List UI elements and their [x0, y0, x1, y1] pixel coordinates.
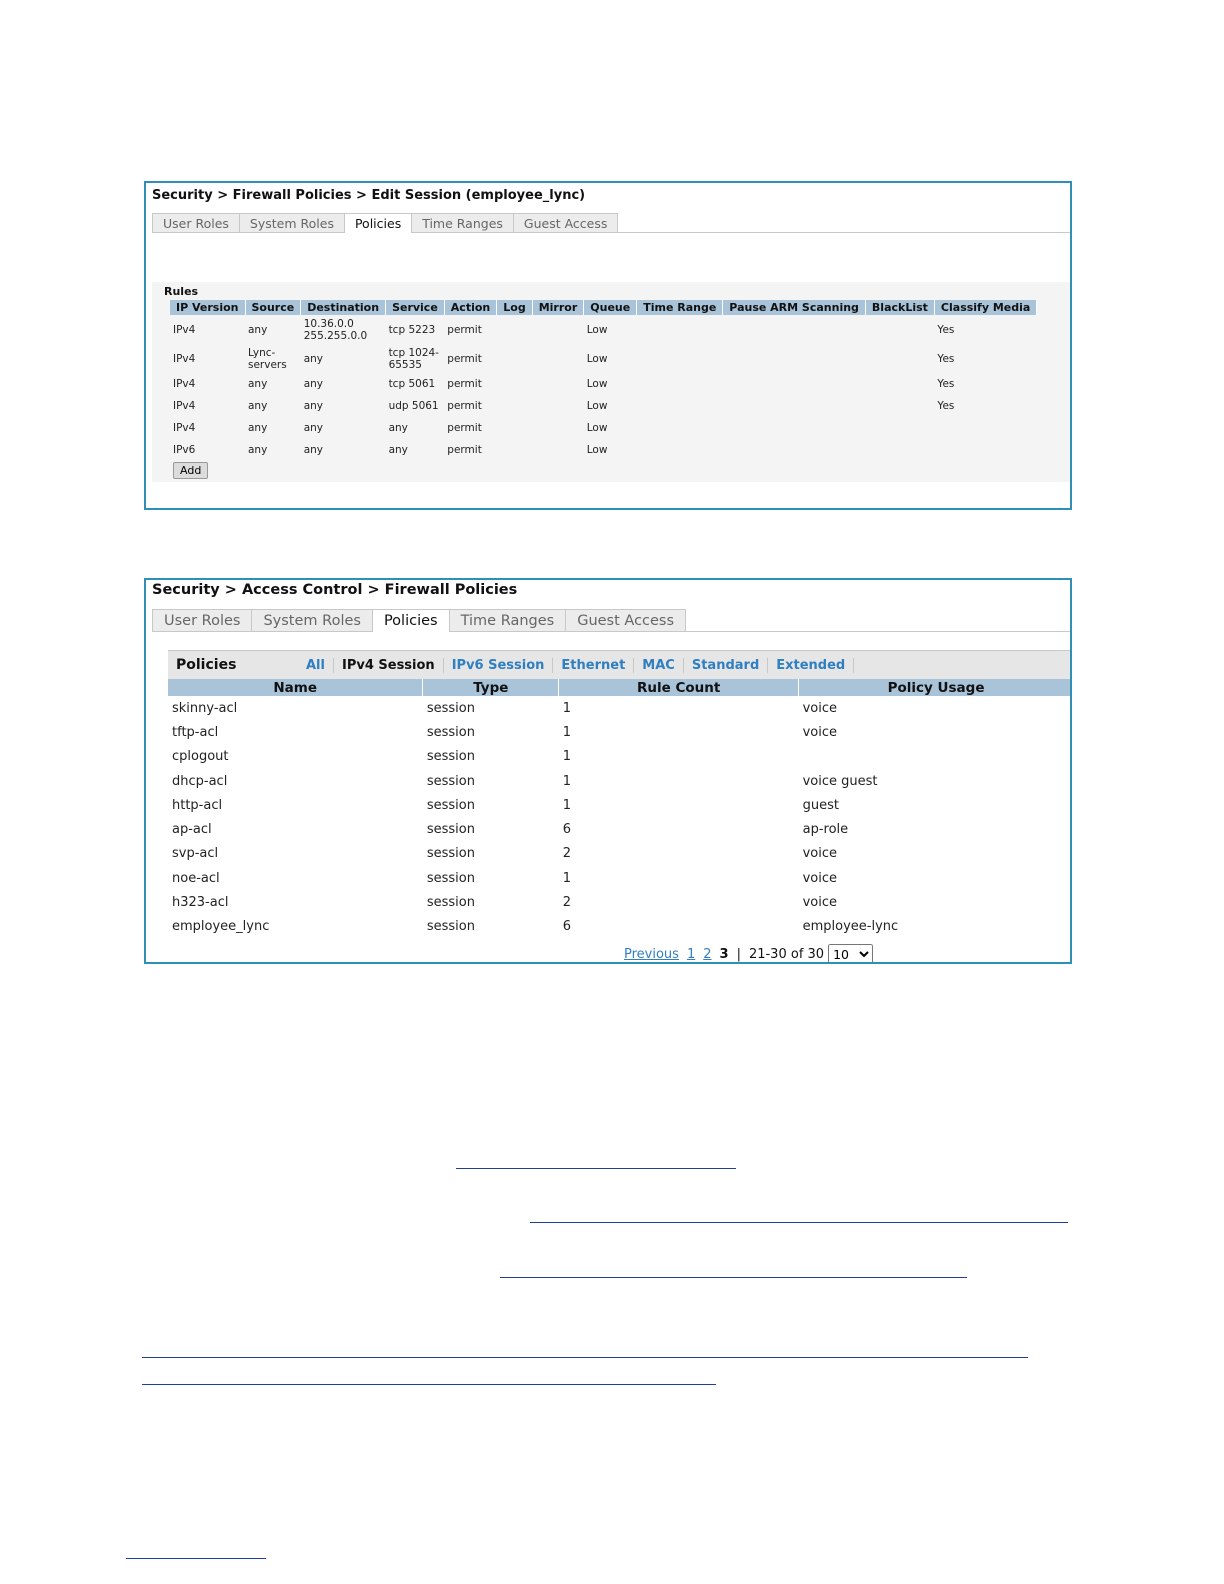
rule-cell: [865, 373, 934, 395]
rule-cell: [934, 417, 1036, 439]
rule-cell: [497, 315, 532, 344]
policy-row[interactable]: [168, 793, 1072, 817]
rule-cell: any: [248, 400, 268, 412]
filter-ipv6-session[interactable]: IPv6 Session: [444, 658, 554, 673]
rule-cell: any: [388, 422, 408, 434]
policy-row[interactable]: [168, 890, 1072, 914]
tab-time-ranges[interactable]: Time Ranges: [449, 609, 567, 631]
link-underline[interactable]: [456, 1168, 736, 1169]
rule-cell: [637, 315, 723, 344]
rule-cell: any: [303, 422, 324, 434]
column-header[interactable]: Rule Count: [559, 679, 799, 696]
rule-cell: [497, 439, 532, 461]
tab-policies[interactable]: Policies: [344, 213, 412, 233]
policy-cell: 1: [562, 870, 572, 886]
tab-bar: [152, 213, 1070, 233]
policy-cell: skinny-acl: [172, 700, 238, 716]
policy-filter-links: [306, 658, 854, 673]
policy-cell: session: [426, 773, 475, 789]
rule-cell: permit: [447, 352, 482, 365]
tab-user-roles[interactable]: User Roles: [152, 213, 240, 232]
tab-user-roles[interactable]: User Roles: [152, 609, 252, 631]
rule-cell: [497, 395, 532, 417]
policy-cell: svp-acl: [172, 846, 219, 862]
policy-cell: 1: [562, 797, 572, 813]
policy-cell: dhcp-acl: [172, 773, 228, 789]
rule-cell: any: [248, 378, 268, 390]
policy-cell: guest: [802, 797, 839, 813]
rule-cell: [865, 417, 934, 439]
policy-cell: 2: [562, 846, 572, 862]
current-page: 3: [719, 947, 729, 962]
rule-cell: Low: [586, 422, 608, 434]
policy-cell: 6: [562, 919, 572, 935]
rule-cell: [637, 344, 723, 373]
policy-cell: 1: [562, 724, 572, 740]
rule-cell: 10.36.0.0 255.255.0.0: [303, 317, 368, 342]
rule-cell: Low: [586, 444, 608, 456]
policy-row[interactable]: [168, 745, 1072, 769]
rule-cell: [865, 395, 934, 417]
tab-guest-access[interactable]: Guest Access: [565, 609, 686, 631]
policy-row[interactable]: [168, 720, 1072, 744]
policy-cell: session: [426, 724, 475, 740]
rule-cell: permit: [447, 444, 482, 456]
page-link-2[interactable]: 2: [703, 947, 712, 962]
rule-cell: [497, 417, 532, 439]
column-header: BlackList: [865, 300, 934, 315]
rule-row[interactable]: [170, 315, 1037, 344]
policy-cell: 6: [562, 822, 572, 838]
rule-cell: [532, 395, 584, 417]
column-header: Log: [497, 300, 532, 315]
rule-cell: any: [303, 378, 324, 390]
rule-cell: Yes: [937, 352, 955, 365]
rule-cell: [637, 395, 723, 417]
add-rule-button[interactable]: Add: [173, 462, 208, 479]
policy-cell: [799, 745, 1072, 769]
policy-cell: voice: [802, 895, 838, 911]
policy-cell: cplogout: [172, 749, 229, 765]
rule-row[interactable]: [170, 344, 1037, 373]
filter-mac[interactable]: MAC: [634, 658, 684, 673]
tab-bar: [152, 609, 1070, 632]
link-underline[interactable]: [142, 1384, 716, 1385]
rule-cell: IPv4: [173, 400, 196, 412]
rule-cell: Yes: [937, 323, 955, 336]
rule-cell: any: [303, 400, 324, 412]
policies-filter-bar: [168, 650, 1070, 680]
page-link-1[interactable]: 1: [686, 947, 696, 962]
rule-cell: any: [303, 444, 324, 456]
rule-cell: [637, 439, 723, 461]
link-underline[interactable]: [500, 1277, 967, 1278]
policy-cell: ap-acl: [172, 822, 212, 838]
rule-cell: permit: [447, 400, 482, 412]
rule-cell: tcp 1024- 65535: [388, 346, 439, 371]
tab-system-roles[interactable]: System Roles: [239, 213, 345, 232]
rule-cell: permit: [447, 378, 482, 390]
rule-cell: any: [248, 323, 268, 336]
column-header: Source: [245, 300, 301, 315]
rule-cell: IPv6: [173, 444, 196, 456]
tab-policies[interactable]: Policies: [372, 609, 450, 632]
policy-cell: employee_lync: [172, 919, 270, 935]
filter-ipv4-session[interactable]: IPv4 Session: [334, 658, 444, 673]
tab-time-ranges[interactable]: Time Ranges: [411, 213, 514, 232]
policy-cell: 1: [562, 773, 572, 789]
link-underline[interactable]: [142, 1357, 1028, 1358]
rule-cell: any: [388, 444, 408, 456]
column-header: Mirror: [532, 300, 584, 315]
rule-cell: IPv4: [173, 378, 196, 390]
rule-cell: [723, 395, 866, 417]
rule-row[interactable]: [170, 439, 1037, 461]
breadcrumb: Security > Access Control > Firewall Policies: [152, 582, 518, 598]
firewall-policies-screenshot: [144, 578, 1072, 964]
rule-cell: any: [248, 444, 268, 456]
policy-cell: session: [426, 700, 475, 716]
rule-cell: [723, 417, 866, 439]
rule-cell: tcp 5223: [388, 323, 436, 336]
rule-cell: [497, 373, 532, 395]
rule-cell: [532, 373, 584, 395]
rule-cell: [865, 344, 934, 373]
policy-cell: voice: [802, 724, 838, 740]
pager-separator: |: [736, 947, 741, 962]
policy-cell: 2: [562, 895, 572, 911]
rule-cell: Yes: [937, 400, 955, 412]
page-size-select[interactable]: [828, 944, 873, 964]
rule-cell: Low: [586, 400, 608, 412]
policy-cell: voice: [802, 870, 838, 886]
rule-cell: any: [248, 422, 268, 434]
filter-ethernet[interactable]: Ethernet: [553, 658, 634, 673]
rule-cell: [723, 373, 866, 395]
column-header[interactable]: Type: [423, 679, 559, 696]
rule-cell: Low: [586, 352, 608, 365]
rule-cell: [723, 344, 866, 373]
rule-cell: Lync- servers: [248, 346, 287, 371]
policies-table: [168, 679, 1072, 939]
rule-row[interactable]: [170, 373, 1037, 395]
policy-row[interactable]: [168, 866, 1072, 890]
rule-cell: [532, 315, 584, 344]
previous-page-link[interactable]: Previous: [624, 947, 679, 962]
column-header: Time Range: [637, 300, 723, 315]
policy-row[interactable]: [168, 915, 1072, 939]
policy-cell: voice: [802, 846, 838, 862]
rule-cell: IPv4: [173, 352, 196, 365]
filter-standard[interactable]: Standard: [684, 658, 768, 673]
pagination: [624, 944, 873, 964]
policy-cell: noe-acl: [172, 870, 220, 886]
rule-row[interactable]: [170, 417, 1037, 439]
policy-cell: session: [426, 870, 475, 886]
rule-cell: [637, 417, 723, 439]
rule-cell: any: [303, 352, 324, 365]
policy-row[interactable]: [168, 769, 1072, 793]
rule-cell: Low: [586, 378, 608, 390]
rule-cell: [934, 439, 1036, 461]
policy-cell: 1: [562, 749, 572, 765]
rule-cell: [532, 417, 584, 439]
policy-row[interactable]: [168, 842, 1072, 866]
policy-cell: http-acl: [172, 797, 223, 813]
policies-title: Policies: [176, 657, 237, 673]
column-header: Queue: [584, 300, 637, 315]
policy-cell: session: [426, 895, 475, 911]
policy-cell: ap-role: [802, 822, 849, 838]
policy-row[interactable]: [168, 696, 1072, 720]
rule-cell: Low: [586, 323, 608, 336]
rule-cell: permit: [447, 422, 482, 434]
link-underline[interactable]: [530, 1222, 1068, 1223]
column-header[interactable]: Policy Usage: [799, 679, 1072, 696]
rule-cell: IPv4: [173, 323, 196, 336]
policy-cell: tftp-acl: [172, 724, 219, 740]
rule-cell: udp 5061: [388, 400, 439, 412]
policy-cell: session: [426, 846, 475, 862]
rule-cell: [532, 344, 584, 373]
rule-cell: [497, 344, 532, 373]
rule-cell: [865, 439, 934, 461]
edit-session-screenshot: [144, 181, 1072, 510]
rule-cell: [532, 439, 584, 461]
column-header: Pause ARM Scanning: [723, 300, 866, 315]
breadcrumb: Security > Firewall Policies > Edit Session (employee_lync): [152, 188, 586, 203]
rule-cell: Yes: [937, 378, 955, 390]
policy-cell: employee-lync: [802, 919, 899, 935]
policy-cell: session: [426, 822, 475, 838]
column-header: Classify Media: [934, 300, 1036, 315]
rule-cell: [723, 315, 866, 344]
link-underline[interactable]: [126, 1558, 266, 1559]
policy-cell: session: [426, 749, 475, 765]
rule-cell: [637, 373, 723, 395]
column-header: IP Version: [170, 300, 245, 315]
policy-cell: voice: [802, 700, 838, 716]
rule-cell: [723, 439, 866, 461]
policy-cell: session: [426, 797, 475, 813]
tab-guest-access[interactable]: Guest Access: [513, 213, 618, 232]
policy-cell: session: [426, 919, 475, 935]
filter-extended[interactable]: Extended: [768, 658, 854, 673]
policy-row[interactable]: [168, 817, 1072, 841]
column-header[interactable]: Name: [168, 679, 423, 696]
column-header: Action: [444, 300, 496, 315]
tab-system-roles[interactable]: System Roles: [251, 609, 372, 631]
rule-cell: [865, 315, 934, 344]
filter-all[interactable]: All: [306, 658, 334, 673]
policy-cell: 1: [562, 700, 572, 716]
policy-cell: voice guest: [802, 773, 878, 789]
rule-cell: tcp 5061: [388, 378, 436, 390]
policy-cell: h323-acl: [172, 895, 229, 911]
column-header: Service: [386, 300, 445, 315]
rules-table: [170, 300, 1037, 461]
column-header: Destination: [301, 300, 386, 315]
rule-cell: permit: [447, 323, 482, 336]
rule-row[interactable]: [170, 395, 1037, 417]
page-range: 21-30 of 30: [748, 947, 825, 962]
rule-cell: IPv4: [173, 422, 196, 434]
rules-title: Rules: [164, 285, 199, 298]
